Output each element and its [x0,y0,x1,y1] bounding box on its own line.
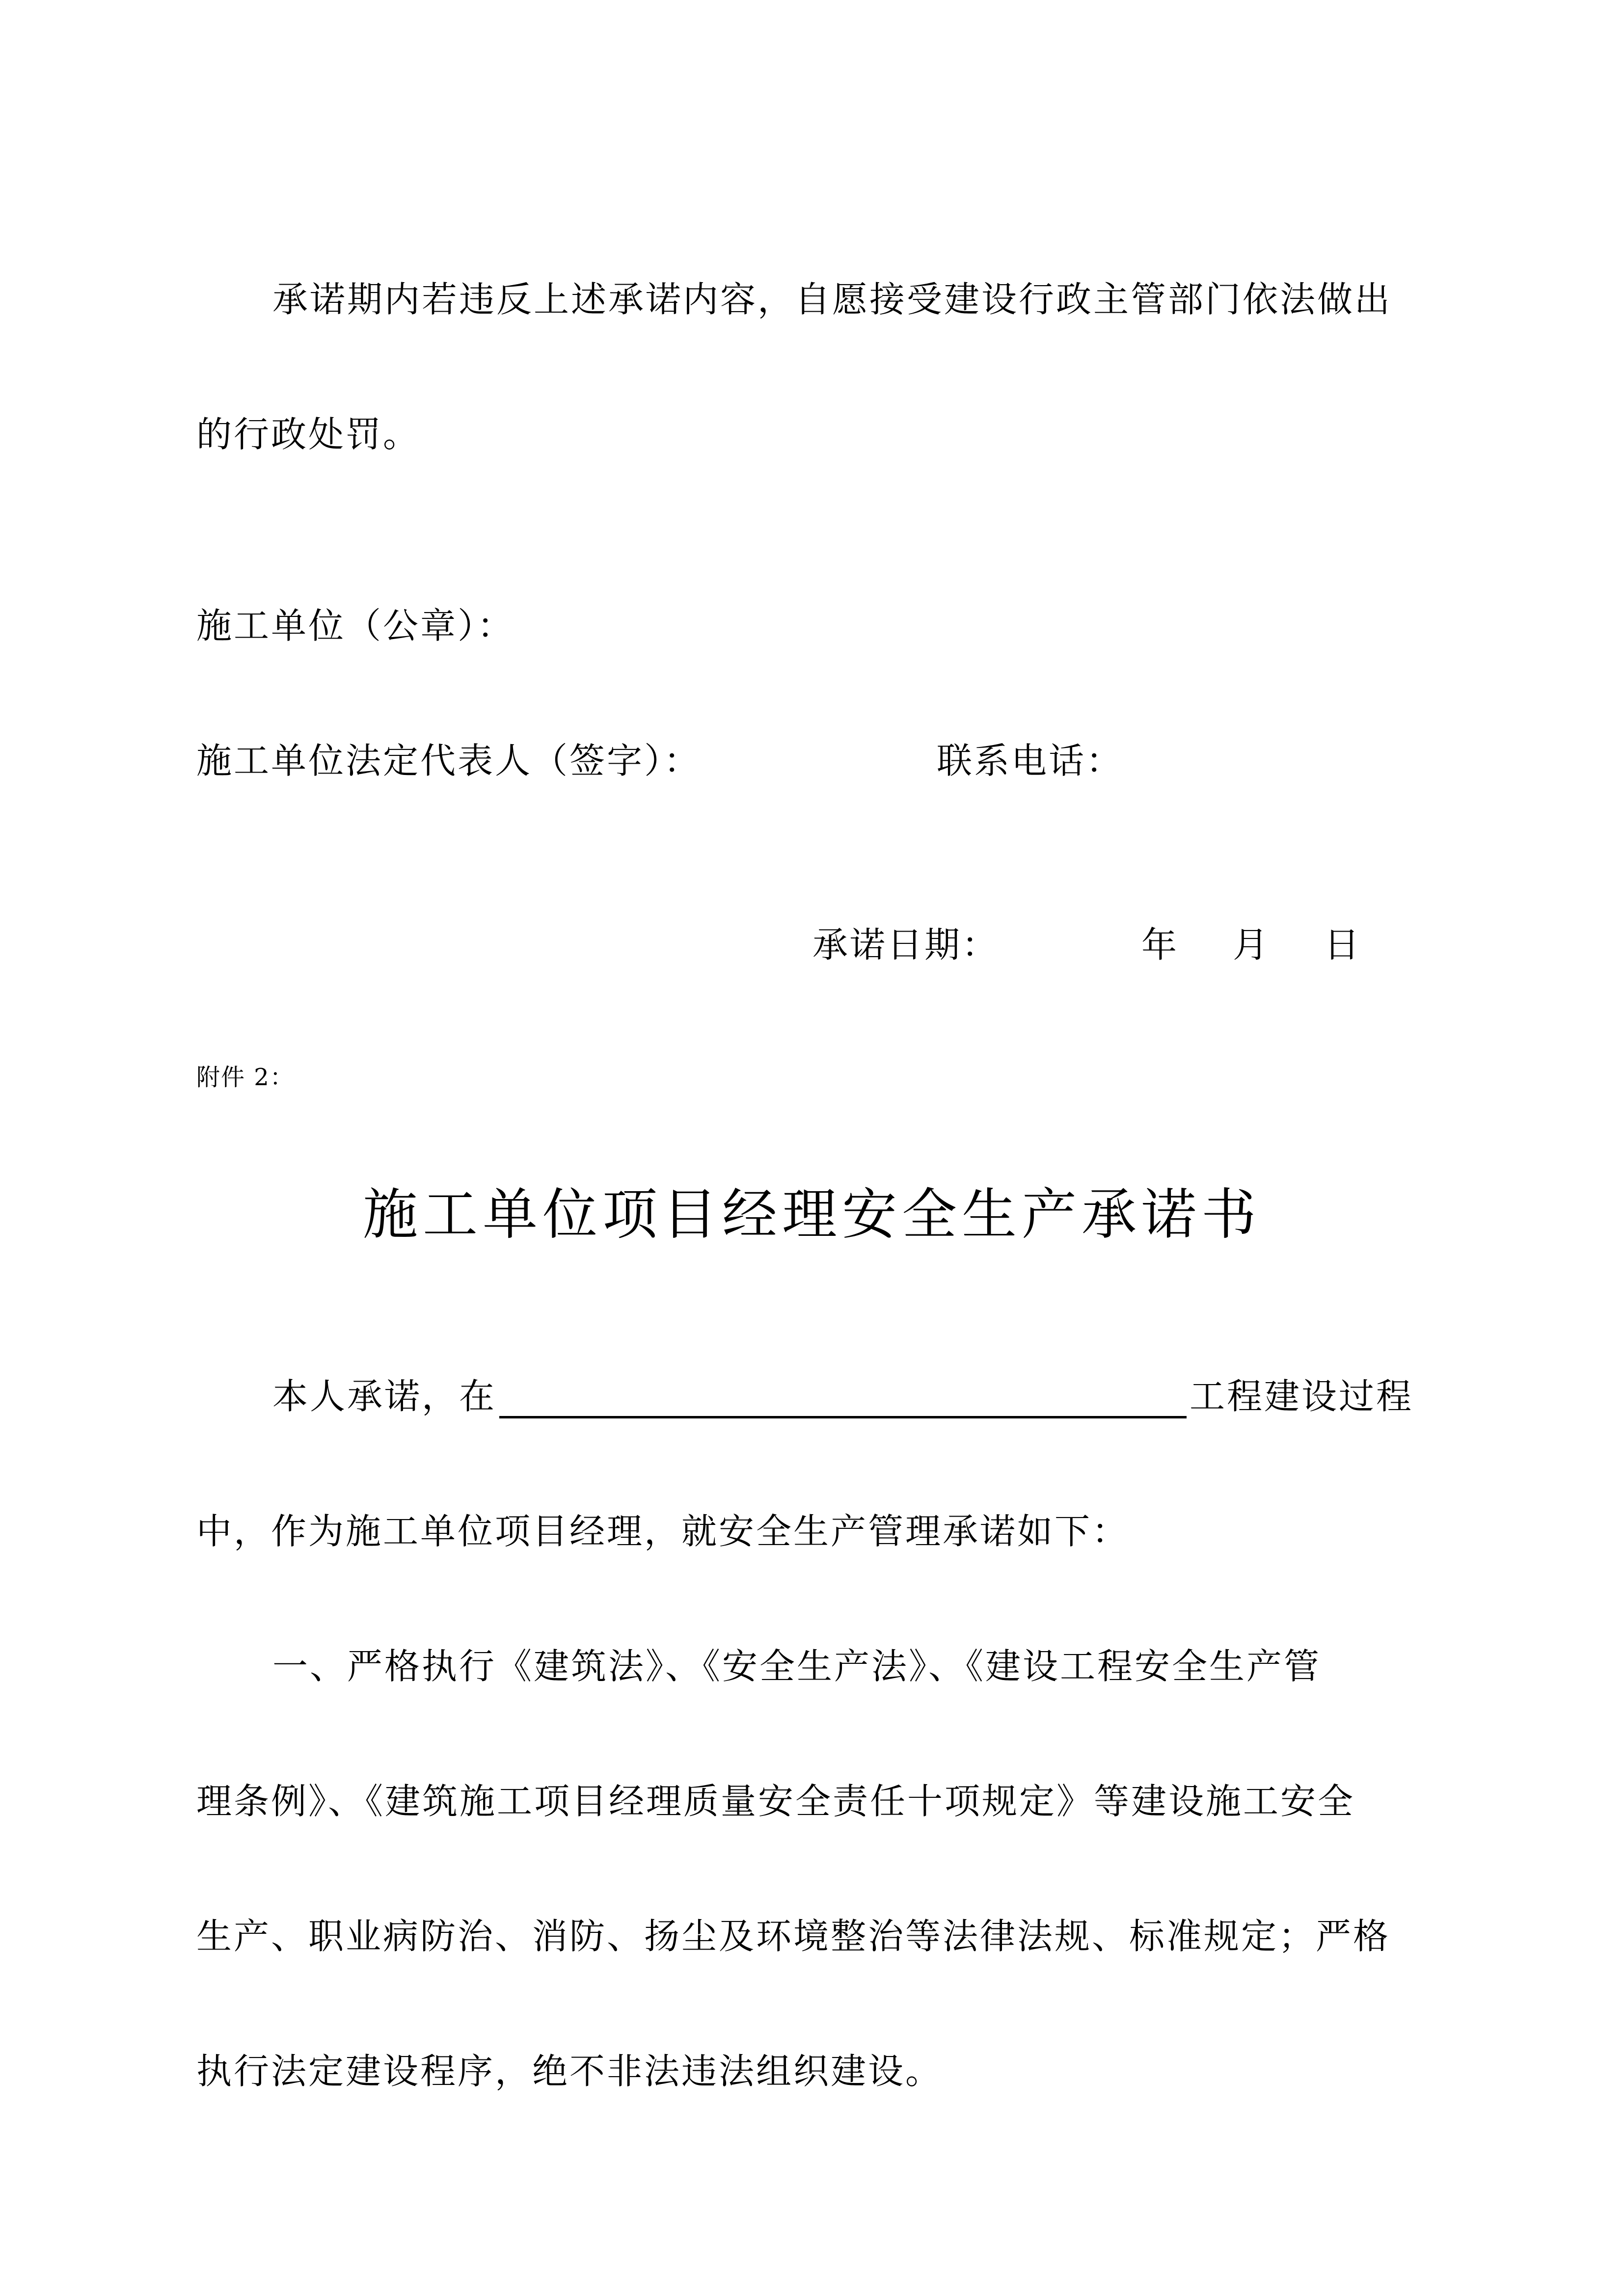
date-row [812,923,1361,967]
date-label: 承诺日期： [812,924,1000,965]
legal-rep-label: 施工单位法定代表人（签字）： [196,740,702,781]
intro-line-1 [272,1374,1413,1418]
violation-paragraph-line-1: 承诺期内若违反上述承诺内容，自愿接受建设行政主管部门依法做出 [272,279,1392,320]
violation-paragraph-line-2: 的行政处罚。 [196,414,421,455]
item1-line-3: 生产、职业病防治、消防、扬尘及环境整治等法律法规、标准规定；严格 [196,1916,1391,1957]
phone-label: 联系电话： [937,740,1124,781]
signature-row [196,739,1123,783]
intro-after-blank: 工程建设过程 [1190,1376,1414,1417]
intro-before-blank: 本人承诺，在 [272,1376,497,1417]
item1-line-4: 执行法定建设程序，绝不非法违法组织建设。 [196,2051,943,2092]
item1-line-1: 一、严格执行《建筑法》、《安全生产法》、《建设工程安全生产管 [272,1646,1322,1687]
company-seal-label: 施工单位（公章）： [196,605,515,646]
intro-line-2: 中，作为施工单位项目经理，就安全生产管理承诺如下： [196,1511,1130,1552]
month-label: 月 [1233,924,1271,965]
year-label: 年 [1141,924,1179,965]
attachment-label: 附件 2： [196,1064,295,1091]
project-name-blank[interactable] [499,1382,1187,1418]
item1-line-2: 理条例》、《建筑施工项目经理质量安全责任十项规定》等建设施工安全 [196,1781,1355,1822]
day-label: 日 [1324,924,1362,965]
document-title: 施工单位项目经理安全生产承诺书 [363,1183,1261,1247]
